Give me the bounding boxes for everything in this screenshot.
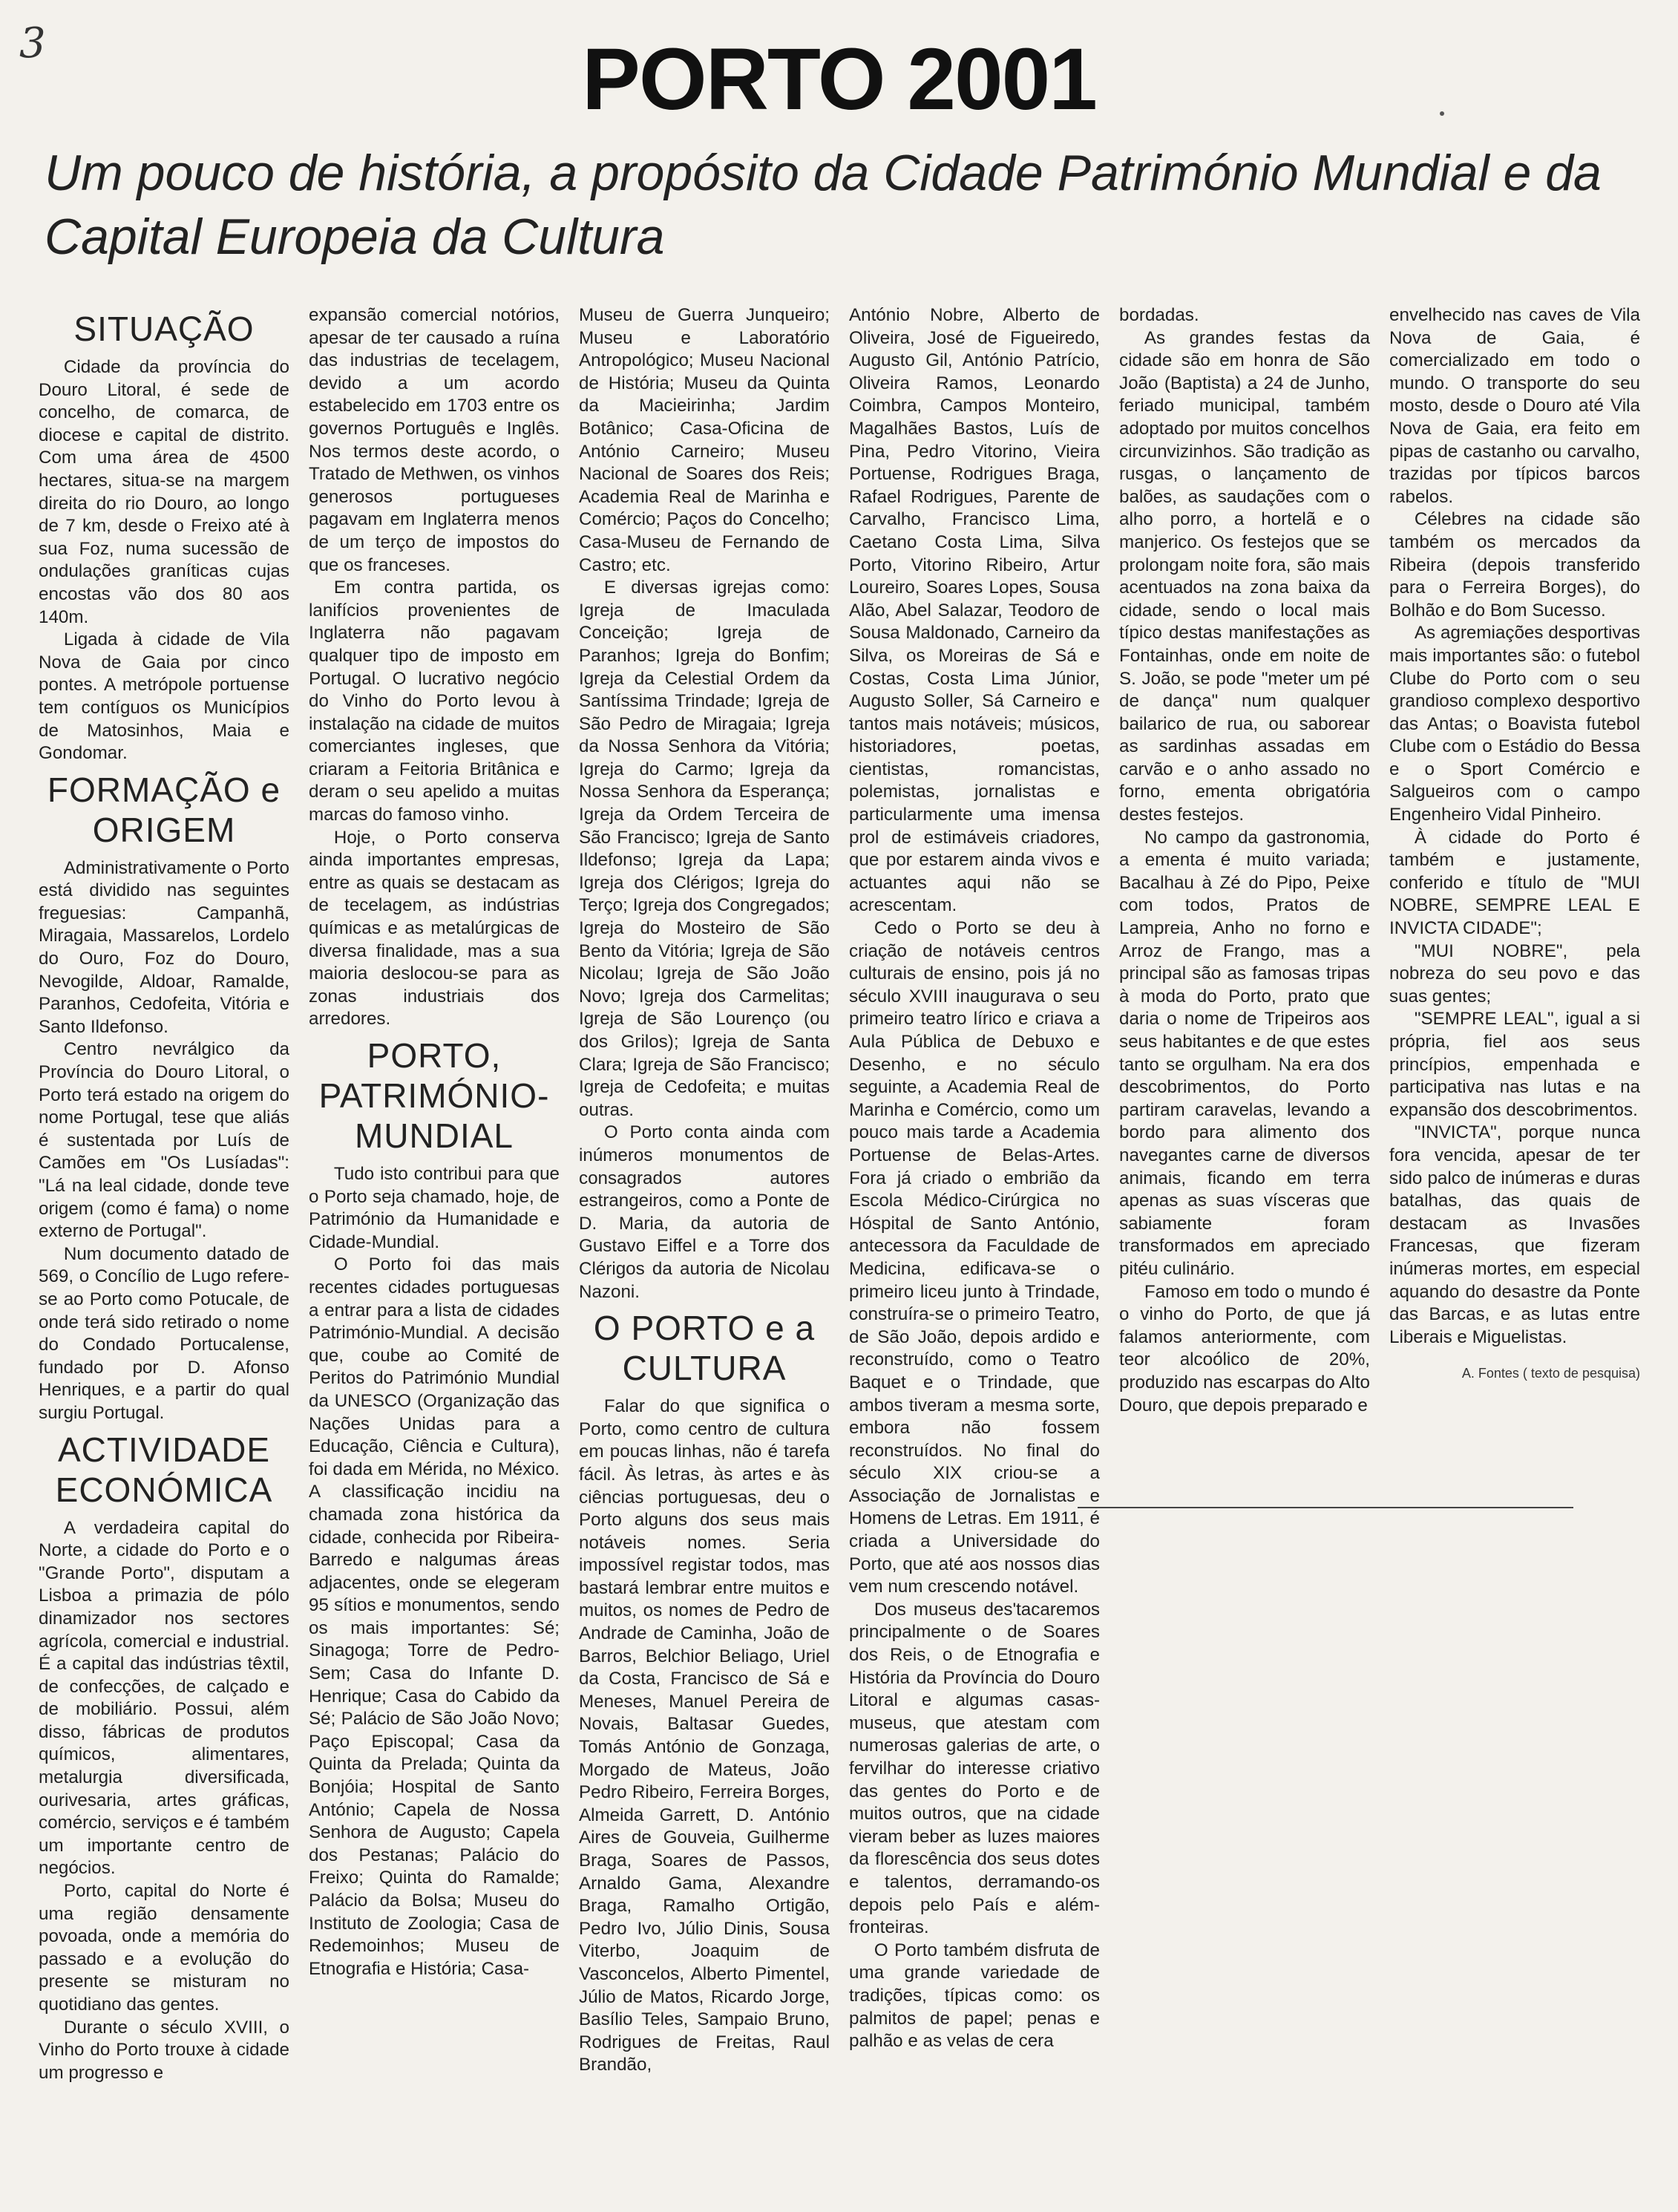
scan-speck: [1440, 111, 1444, 116]
paragraph: bordadas.: [1119, 305, 1199, 325]
paragraph: Centro nevrálgico da Província do Douro Litoral, o Porto terá estado na origem do nome Portugal, tese que aliás é sustentada por Luís de Camões em "Os Lusíadas": "Lá na leal cidade, donde teve origem (como é fama) o nome externo de Portugal".: [39, 1039, 289, 1242]
paragraph: Museu de Guerra Junqueiro; Museu e Laboratório Antropológico; Museu Nacional de História; Museu da Quinta da Macieirinha; Jardim Botânico; Casa-Oficina de António Carneiro; Museu Nacional de Soares dos Reis; Academia Real de Marinha e Comércio; Paços do Concelho; Casa-Museu de Fernando de Castro; etc.: [579, 305, 830, 575]
section-heading: SITUAÇÃO: [73, 310, 255, 348]
end-rule: [1078, 1507, 1573, 1508]
paragraph: As agremiações desportivas mais importantes são: o futebol Clube do Porto com o seu grandioso complexo desportivo das Antas; o Boavista futebol Clube com o Estádio do Bessa e o Sport Comércio e Salgueiros com o campo Engenheiro Vidal Pinheiro.: [1389, 623, 1640, 825]
paragraph: "MUI NOBRE", pela nobreza do seu povo e das suas gentes;: [1389, 940, 1640, 1007]
article-subtitle: Um pouco de história, a propósito da Cidade Património Mundial e da Capital Europeia da Cultura: [45, 145, 1602, 265]
paragraph: Durante o século XVIII, o Vinho do Porto trouxe à cidade um progresso e: [39, 2017, 289, 2083]
paragraph: "SEMPRE LEAL", igual a si própria, fiel aos seus princípios, empenhada e participativa nas lutas e na expansão dos descobrimentos.: [1389, 1009, 1640, 1120]
section-heading: PORTO, PATRIMÓNIO-MUNDIAL: [318, 1036, 550, 1155]
paragraph: O Porto conta ainda com inúmeros monumentos de consagrados autores estrangeiros, como a Ponte de D. Maria, da autoria de Gustavo Eiffel e a Torre dos Clérigos da autoria de Nicolau Nazoni.: [579, 1122, 830, 1302]
article-columns: [39, 304, 1642, 2190]
column-1: [39, 304, 289, 2190]
paragraph: A verdadeira capital do Norte, a cidade do Porto e o "Grande Porto", disputam a Lisboa a primazia de pólo dinamizador nos sectores agrícola, comercial e industrial. É a capital das indústrias têxtil, de confecções, de calçado e de mobiliário. Possui, além disso, fábricas de produtos químicos, alimentares, metalurgia diversificada, ourivesaria, artes gráficas, comércio, serviços e é também um importante centro de negócios.: [39, 1517, 289, 1879]
section-heading: O PORTO e a CULTURA: [593, 1309, 816, 1388]
column-5: [1119, 304, 1370, 2190]
paragraph: Administrativamente o Porto está dividido nas seguintes freguesias: Campanhã, Miragaia, Massarelos, Lordelo do Ouro, Foz do Douro, Nevogilde, Aldoar, Ramalde, Paranhos, Cedofeita, Vitória e Santo Ildefonso.: [39, 857, 289, 1037]
masthead-title: PORTO 2001: [582, 30, 1096, 128]
paragraph: Hoje, o Porto conserva ainda importantes empresas, entre as quais se destacam as de tecelagem, as indústrias químicas e as metalúrgicas de diversa finalidade, mas a sua maioria deslocou-se para as zonas industriais dos arredores.: [309, 827, 560, 1030]
paragraph: E diversas igrejas como: Igreja de Imaculada Conceição; Igreja de Paranhos; Igreja do Bonfim; Igreja da Celestial Ordem da Santíssima Trindade; Igreja de São Pedro de Miragaia; Igreja da Nossa Senhora da Vitória; Igreja do Carmo; Igreja da Nossa Senhora da Esperança; Igreja da Ordem Terceira de São Francisco; Igreja de Santo Ildefonso; Igreja da Lapa; Igreja dos Clérigos; Igreja do Terço; Igreja dos Congregados; Igreja do Mosteiro de São Bento da Vitória; Igreja de São Nicolau; Igreja de São João Novo; Igreja dos Carmelitas; Igreja de São Lourenço (ou dos Grilos); Igreja de Santa Clara; Igreja de São Francisco; Igreja de Cedofeita; e muitas outras.: [579, 577, 830, 1120]
column-3: [579, 304, 830, 2190]
column-6: [1389, 304, 1640, 2190]
paragraph: expansão comercial notórios, apesar de ter causado a ruína das industrias de tecelagem, devido a um acordo estabelecido em 1703 entre os governos Português e Inglês. Nos termos deste acordo, o Tratado de Methwen, os vinhos generosos portugueses pagavam em Inglaterra menos de um terço de impostos do que os franceses.: [309, 305, 560, 575]
paragraph: Cidade da província do Douro Litoral, é sede de concelho, de comarca, de diocese e capital de distrito. Com uma área de 4500 hectares, situa-se na margem direita do rio Douro, ao longo de 7 km, desde o Freixo até à sua Foz, numa sucessão de ondulações graníticas cujas encostas vão dos 80 aos 140m.: [39, 357, 289, 627]
paragraph: Num documento datado de 569, o Concílio de Lugo refere-se ao Porto como Potucale, de onde terá sido retirado o nome do Condado Portucalense, fundado por D. Afonso Henriques, e a partir do qual surgiu Portugal.: [39, 1243, 289, 1423]
paragraph: Famoso em todo o mundo é o vinho do Porto, de que já falamos anteriormente, com teor alcoólico de 20%, produzido nas escarpas do Alto Douro, que depois preparado e: [1119, 1281, 1370, 1416]
paragraph: Dos museus des'tacaremos principalmente o de Soares dos Reis, o de Etnografia e História da Província do Douro Litoral e algumas casas-museus, que atestam com numerosas galerias de arte, o fervilhar do interesse criativo das gentes do Porto e de muitos outros, que na cidade vieram beber as luzes maiores da florescência dos seus dotes e talentos, derramando-os depois pelo País e além-fronteiras.: [849, 1599, 1100, 1938]
paragraph: Célebres na cidade são também os mercados da Ribeira (depois transferido para o Ferreira Borges), do Bolhão e do Bom Sucesso.: [1389, 509, 1640, 621]
paragraph: Tudo isto contribui para que o Porto seja chamado, hoje, de Património da Humanidade e Cidade-Mundial.: [309, 1164, 560, 1252]
paragraph: António Nobre, Alberto de Oliveira, José de Figueiredo, Augusto Gil, António Patrício, Oliveira Ramos, Leonardo Coimbra, Campos Monteiro, Magalhães Bastos, Luís de Pina, Pedro Vitorino, Vieira Portuense, Rodrigues Braga, Rafael Rodrigues, Parente de Carvalho, Francisco Lima, Caetano Costa Lima, Silva Porto, Vitorino Ribeiro, Artur Loureiro, Soares Lopes, Sousa Alão, Abel Salazar, Teodoro de Sousa Maldonado, Carneiro da Silva, os Moreiras de Sá e Costas, Costa Lima Júnior, Augusto Soller, Sá Carneiro e tantos mais notáveis; músicos, historiadores, poetas, cientistas, romancistas, polemistas, jornalistas e particularmente uma imensa prol de estimáveis criadores, que por estarem ainda vivos e actuantes aqui não se acrescentam.: [849, 305, 1100, 916]
paragraph: Falar do que significa o Porto, como centro de cultura em poucas linhas, não é tarefa fácil. Às letras, às artes e às ciências portuguesas, deu o Porto alguns dos seus mais notáveis nomes. Seria impossível registar todos, mas bastará lembrar entre muitos e muitos, os nomes de Pedro de Andrade de Caminha, João de Barros, Belchior Beliago, Uriel da Costa, Francisco de Sá e Meneses, Manuel Pereira de Novais, Baltasar Guedes, Tomás António de Gonzaga, Morgado de Mateus, João Pedro Ribeiro, Ferreira Borges, Almeida Garrett, D. António Aires de Gouveia, Guilherme Braga, Soares de Passos, Arnaldo Gama, Alexandre Braga, Ramalho Ortigão, Pedro Ivo, Júlio Dinis, Sousa Viterbo, Joaquim de Vasconcelos, Alberto Pimentel, Júlio de Matos, Ricardo Jorge, Basílio Teles, Sampaio Bruno, Rodrigues de Freitas, Raul Brandão,: [579, 1396, 830, 2075]
paragraph: Em contra partida, os lanifícios provenientes de Inglaterra não pagavam qualquer tipo de imposto em Portugal. O lucrativo negócio do Vinho do Porto levou à instalação na cidade de muitos comerciantes ingleses, que criaram a Feitoria Britânica e deram o seu apelido a muitas marcas do famoso vinho.: [309, 577, 560, 825]
paragraph: O Porto foi das mais recentes cidades portuguesas a entrar para a lista de cidades Património-Mundial. A decisão que, coube ao Comité de Peritos do Património Mundial da UNESCO (Organização das Nações Unidas para a Educação, Ciência e Cultura), foi dada em Mérida, no México. A classificação incidiu na chamada zona histórica da cidade, conhecida por Ribeira-Barredo e nalgumas áreas adjacentes, onde se elegeram 95 sítios e monumentos, sendo os mais importantes: Sé; Sinagoga; Torre de Pedro-Sem; Casa do Infante D. Henrique; Casa do Cabido da Sé; Palácio de São João Novo; Paço Episcopal; Casa da Quinta da Prelada; Quinta da Bonjóia; Hospital de Santo António; Capela de Nossa Senhora de Augusto; Capela dos Pestanas; Palácio do Freixo; Quinta do Ramalde; Palácio da Bolsa; Museu do Instituto de Zoologia; Casa de Redemoinhos; Museu de Etnografia e História; Casa-: [309, 1254, 560, 1979]
paragraph: As grandes festas da cidade são em honra de São João (Baptista) a 24 de Junho, feriado municipal, também adoptado por muitos concelhos circunvizinhos. São tradição as rusgas, o lançamento de balões, as saudações com o alho porro, a hortelã e o manjerico. Os festejos que se prolongam noite fora, são mais acentuados na zona baixa da cidade, sendo o local mais típico destas manifestações as Fontainhas, onde em noite de S. João, se pode "meter um pé de dança" num qualquer bailarico de rua, ou saborear as sardinhas assadas em carvão e o anho assado no forno, ementa obrigatória destes festejos.: [1119, 327, 1370, 825]
section-heading: ACTIVIDADE ECONÓMICA: [55, 1430, 273, 1509]
paragraph: Ligada à cidade de Vila Nova de Gaia por cinco pontes. A metrópole portuense tem contíguos os Municípios de Matosinhos, Maia e Gondomar.: [39, 629, 289, 764]
paragraph: No campo da gastronomia, a ementa é muito variada; Bacalhau à Zé do Pipo, Peixe com todos, Pratos de Lampreia, Anho no forno e Arroz de Frango, mas a principal são as famosas tripas à moda do Porto, prato que daria o nome de Tripeiros aos seus habitantes e de que estes tanto se orgulham. Na era dos descobrimentos, do Porto partiram caravelas, levando a bordo para alimento dos navegantes carne de diversos animais, ficando em terra apenas as suas vísceras que sabiamente foram transformados em apreciado pitéu culinário.: [1119, 827, 1370, 1279]
paragraph: Porto, capital do Norte é uma região densamente povoada, onde a memória do passado e a evolução do presente se misturam no quotidiano das gentes.: [39, 1881, 289, 2015]
paragraph: envelhecido nas caves de Vila Nova de Gaia, é comercializado em todo o mundo. O transporte do seu mosto, desde o Douro até Vila Nova de Gaia, era feito em pipas de castanho ou carvalho, trazidas por típicos barcos rabelos.: [1389, 305, 1640, 507]
paragraph: O Porto também disfruta de uma grande variedade de tradições, típicas como: os palmitos de papel; penas e palhão e as velas de cera: [849, 1940, 1100, 2052]
paragraph: À cidade do Porto é também e justamente, conferido e título de "MUI NOBRE, SEMPRE LEAL E INVICTA CIDADE";: [1389, 827, 1640, 939]
section-heading: FORMAÇÃO e ORIGEM: [47, 770, 281, 849]
paragraph: "INVICTA", porque nunca fora vencida, apesar de ter sido palco de inúmeras e duras batalhas, das quais de destacam as Invasões Francesas, que fizeram inúmeras mortes, em especial aquando do desastre da Ponte das Barcas, e as lutas entre Liberais e Miguelistas.: [1389, 1122, 1640, 1347]
author-byline: A. Fontes ( texto de pesquisa): [1461, 1366, 1640, 1381]
page-number: 3: [19, 19, 46, 68]
paragraph: Cedo o Porto se deu à criação de notáveis centros culturais de ensino, pois já no século XVIII inaugurava o seu primeiro teatro lírico e criava a Aula Pública de Debuxo e Desenho, e no século seguinte, a Academia Real de Marinha e Comércio, como um pouco mais tarde a Academia Portuense de Belas-Artes. Fora já criado o embrião da Escola Médico-Cirúrgica no Hóspital de Santo António, antecessora da Faculdade de Medicina, edificava-se o primeiro liceu junto à Trindade, construíra-se o primeiro Teatro, de São João, depois ardido e reconstruído, como o Teatro Baquet e o Trindade, que ambos tiveram a mesma sorte, embora não fossem reconstruídos. No final do século XIX criou-se a Associação de Jornalistas e Homens de Letras. Em 1911, é criada a Universidade do Porto, que até aos nossos dias vem num crescendo notável.: [849, 918, 1100, 1597]
column-2: [309, 304, 560, 2190]
column-4: [849, 304, 1100, 2190]
